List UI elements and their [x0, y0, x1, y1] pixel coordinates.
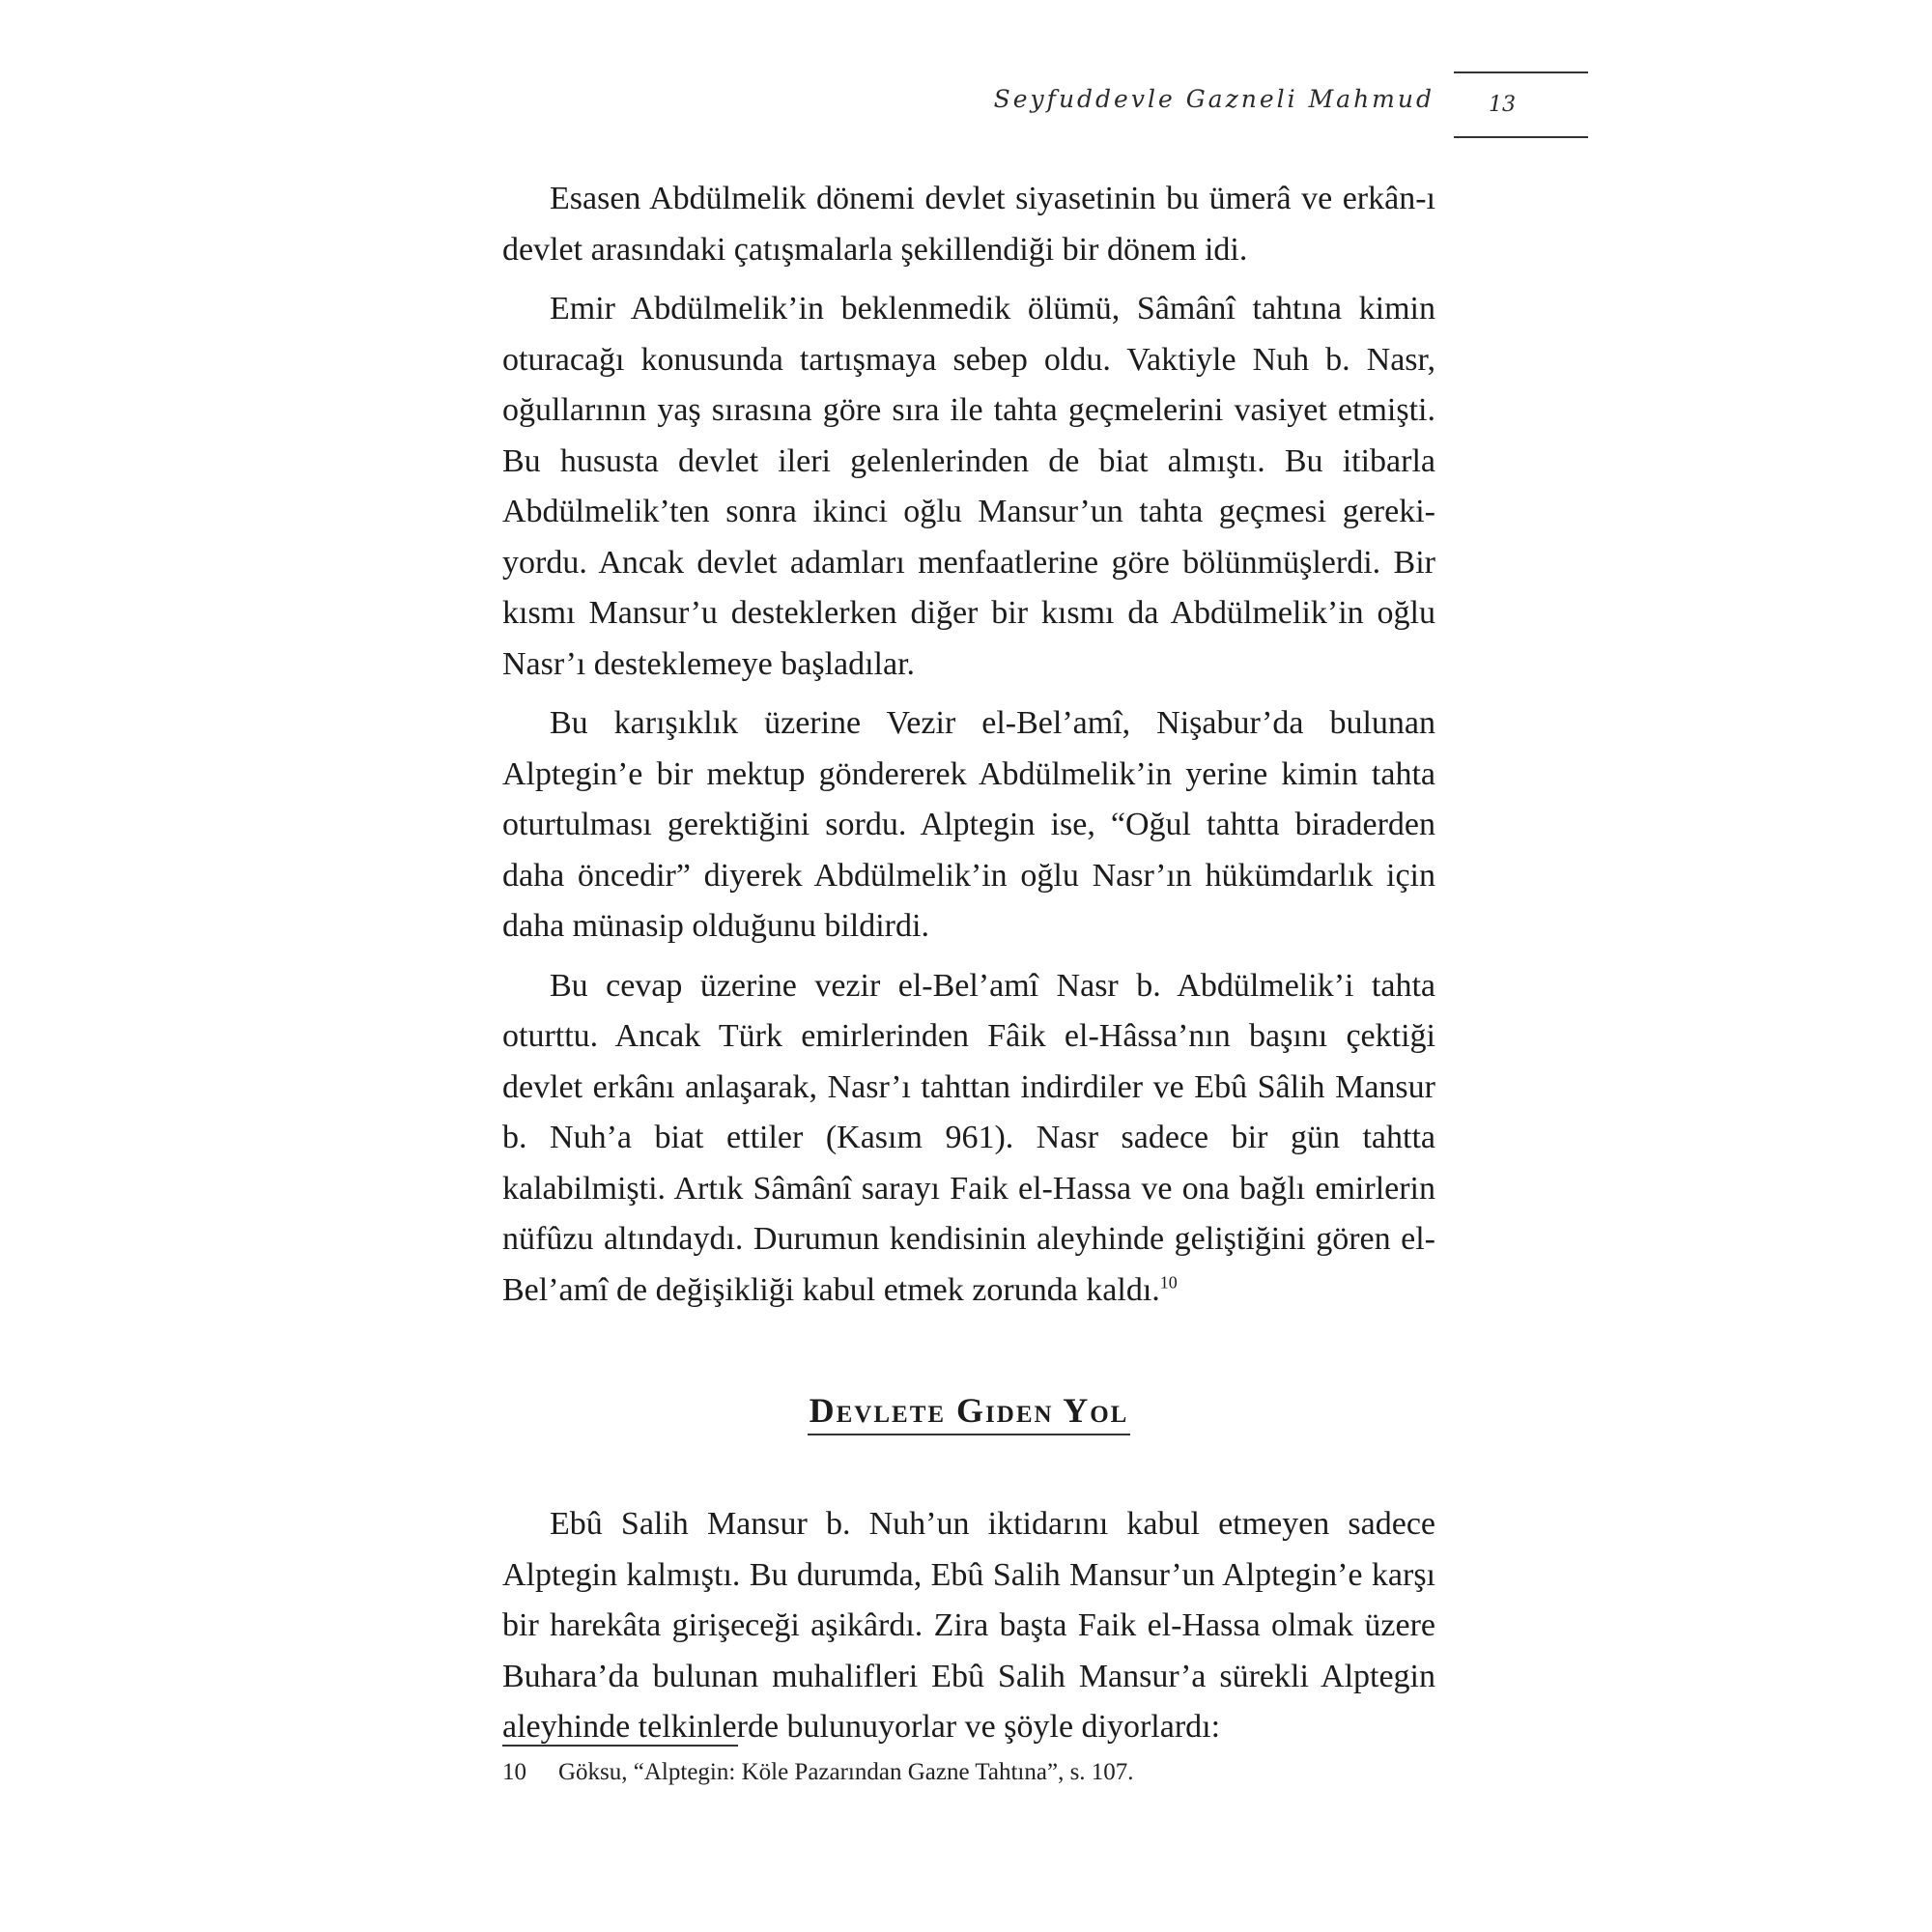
main-text-block — [502, 174, 1435, 1762]
section-paragraph-1: Ebû Salih Mansur b. Nuh’un iktidarını kabul etmeyen sadece Alptegin kalmıştı. Bu durumda, Ebû Salih Mansur’un Alptegin’e karşı bir harekâta girişeceği aşikârdı. Zira başta Faik el-Hassa olmak üzere Buhara’da bulunan muhalifleri Ebû Salih Mansur’a sürekli Alptegin aleyhinde telkinlerde bulunuyorlar ve şöyle diyorlardı: — [502, 1506, 1435, 1745]
footnote-text: Göksu, “Alptegin: Köle Pazarından Gazne Tahtına”, s. 107. — [558, 1759, 1134, 1785]
footnote — [502, 1756, 1435, 1789]
section-heading-text: Devlete Giden Yol — [808, 1387, 1131, 1435]
footnote-reference[interactable]: 10 — [1159, 1272, 1178, 1293]
section-body — [502, 1499, 1435, 1753]
body-paragraph-1: Esasen Abdülmelik dönemi devlet siyasetinin bu ümerâ ve erkân-ı devlet arasındaki çatışmalarla şekillendiği bir dönem idi. — [502, 181, 1435, 268]
footnote-divider — [502, 1745, 738, 1747]
running-head-title: Seyfuddevle Gazneli Mahmud — [993, 85, 1435, 113]
page-number-frame — [1454, 71, 1588, 138]
body-paragraph-4-text: Bu cevap üzerine vezir el-Bel’amî Nasr b. Abdülmelik’i tahta oturttu. Ancak Türk emirlerinden Fâik el-Hâssa’nın başını çektiği devlet erkânı anlaşarak, Nasr’ı tahttan indirdiler ve Ebû Sâlih Mansur b. Nuh’a biat ettiler (Kasım 961). Nasr sadece bir gün tahtta kalabilmişti. Artık Sâmânî sarayı Faik el-Hassa ve ona bağlı emirlerin nüfûzu altındaydı. Durumun kendisinin aleyhinde geliştiğini gören el-Bel’amî de değişikliği kabul etmek zorunda kaldı. — [502, 967, 1435, 1308]
body-paragraph-2: Emir Abdülmelik’in beklenmedik ölümü, Sâmânî tahtına kimin oturacağı konusunda tartışmaya sebep oldu. Vaktiyle Nuh b. Nasr, oğullarının yaş sırasına göre sıra ile tahta geçmelerini vasiyet etmişti. Bu hususta devlet ileri gelenlerinden de biat almıştı. Bu itibarla Abdülmelik’ten sonra ikinci oğlu Mansur’un tahta geçmesi gerekiyordu. Ancak devlet adamları menfaatlerine göre bölünmüşlerdi. Bir kısmı Mansur’u desteklerken diğer bir kısmı da Abdülmelik’in oğlu Nasr’ı desteklemeye başladılar. — [502, 291, 1435, 682]
section-heading — [502, 1387, 1435, 1455]
page-number: 13 — [1489, 93, 1516, 117]
body-paragraph-4 — [502, 961, 1435, 1317]
footnote-number: 10 — [502, 1759, 526, 1785]
body-paragraph-3: Bu karışıklık üzerine Vezir el-Bel’amî, Nişabur’da bulunan Alptegin’e bir mektup göndererek Abdülmelik’in yerine kimin tahta oturtulması gerektiğini sordu. Alptegin ise, “Oğul tahtta biraderden daha öncedir” diyerek Abdülmelik’in oğlu Nasr’ın hükümdarlık için daha münasip olduğunu bildirdi. — [502, 705, 1435, 944]
